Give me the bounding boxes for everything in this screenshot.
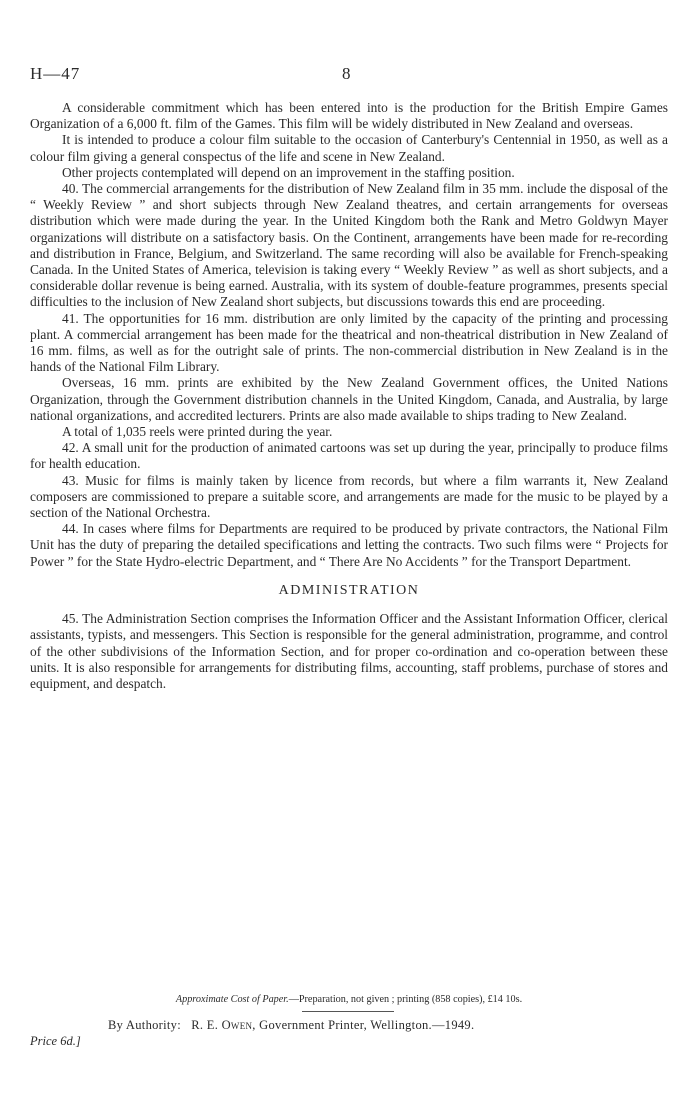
printer-name: R. E. Owen, <box>191 1018 256 1032</box>
paragraph: 40. The commercial arrangements for the distribution of New Zealand film in 35 mm. include the disposal of the “ Weekly Review ” and short subjects through New Zealand theatres, and certain arrangements for overseas distribution which were made during the year. In the United Kingdom both the Rank and Metro Goldwyn Mayer organizations will distribute on a satisfactory basis. On the Continent, arrangements have been made for re-recording and distribution in France, Belgium, and Switzerland. The same recording will also be available for French-speaking Canada. In the United States of America, television is taking every “ Weekly Review ” as well as short subjects, and a considerable dollar revenue is being earned. Australia, with its system of double-feature programmes, presents special difficulties to the inclusion of New Zealand short subjects, but discussions towards this end are proceeding. <box>30 181 668 310</box>
paragraph: A total of 1,035 reels were printed during the year. <box>62 424 333 440</box>
authority-suffix: Government Printer, Wellington.—1949. <box>259 1018 475 1032</box>
paragraph: 45. The Administration Section comprises the Information Officer and the Assistant Information Officer, clerical assistants, typists, and messengers. This Section is responsible for the general administration, programme, and control of the other subdivisions of the Information Section, and for proper co-ordination and co-operation between these units. It is also responsible for arrangements for distributing films, accounting, staff problems, purchase of stores and equipment, and despatch. <box>30 611 668 691</box>
cost-text: —Preparation, not given ; printing (858 copies), £14 10s. <box>288 994 523 1005</box>
body-text <box>30 100 668 692</box>
paragraph: 44. In cases where films for Departments are required to be produced by private contractors, the National Film Unit has the duty of preparing the detailed specifications and letting the contracts. Two such films were “ Projects for Power ” for the State Hydro-electric Department, and “ There Are No Accidents ” for the Transport Department. <box>30 521 668 569</box>
footer-divider <box>302 1011 394 1012</box>
price-note <box>30 1034 81 1049</box>
paragraph: 43. Music for films is mainly taken by licence from records, but where a film warrants it, New Zealand composers are commissioned to prepare a suitable score, and arrangements are made for the music to be played by a section of the National Orchestra. <box>30 472 668 521</box>
cost-label: Approximate Cost of Paper. <box>175 994 289 1005</box>
page-header <box>30 64 670 86</box>
cost-of-paper-note <box>30 994 668 1005</box>
paragraph: 41. The opportunities for 16 mm. distribution are only limited by the capacity of the printing and processing plant. A commercial arrangement has been made for the theatrical and non-theatrical distribution in New Zealand of 16 mm. films, as well as for the outright sale of prints. The non-commercial distribution in New Zealand is in the hands of the National Film Library. <box>30 310 668 375</box>
authority-prefix: By Authority: <box>108 1018 182 1032</box>
price-text: Price 6d.] <box>30 1034 81 1048</box>
paragraph: It is intended to produce a colour film suitable to the occasion of Canterbury's Centennial in 1950, as well as a colour film giving a general conspectus of the life and scene in New Zealand. <box>30 132 668 164</box>
authority-line <box>108 1018 474 1033</box>
document-reference: H—47 <box>30 64 81 83</box>
section-heading: ADMINISTRATION <box>278 582 420 598</box>
paragraph: Other projects contemplated will depend on an improvement in the staffing position. <box>62 164 515 180</box>
paragraph: 42. A small unit for the production of animated cartoons was set up during the year, principally to produce films for health education. <box>30 440 668 472</box>
paragraph: Overseas, 16 mm. prints are exhibited by the New Zealand Government offices, the United Nations Organization, through the Government distribution channels in the United Kingdom, Canada, and Australia, by large national organizations, and accredited lecturers. Prints are also made available to ships trading to New Zealand. <box>30 375 668 423</box>
page-number: 8 <box>342 64 351 83</box>
paragraph: A considerable commitment which has been entered into is the production for the British Empire Games Organization of a 6,000 ft. film of the Games. This film will be widely distributed in New Zealand and overseas. <box>30 100 668 132</box>
